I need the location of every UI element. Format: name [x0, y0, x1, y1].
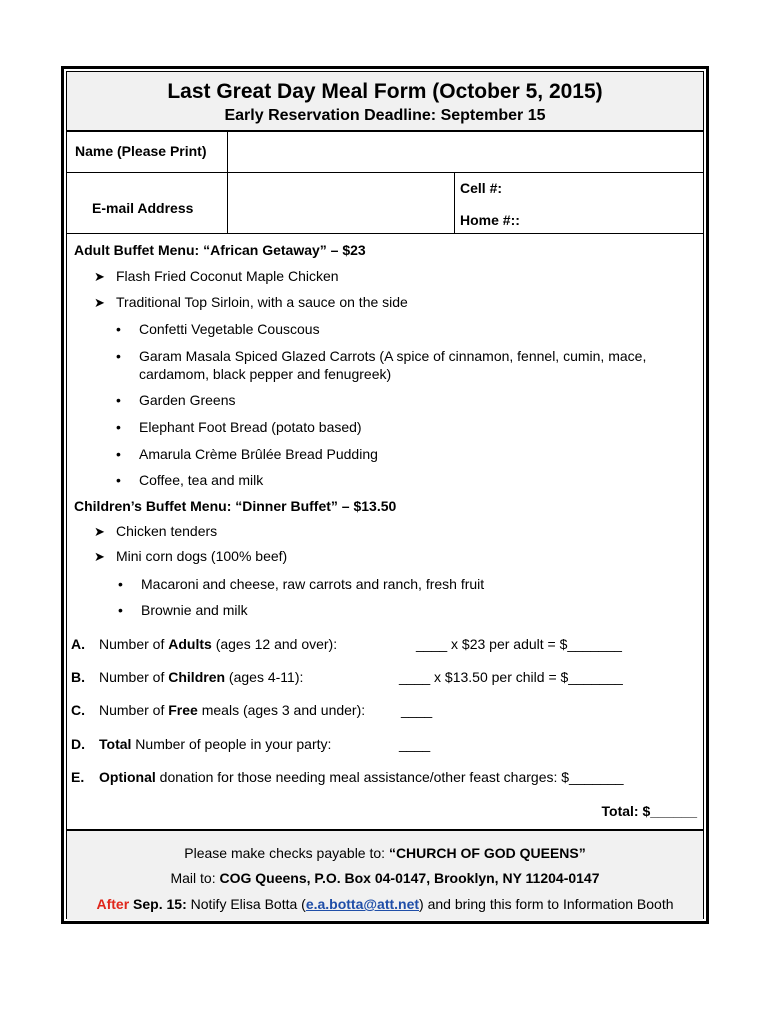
form-header [67, 72, 703, 132]
checks-line [67, 845, 703, 861]
question-a-bold: Adults [168, 636, 212, 652]
adult-entree-2: Traditional Top Sirloin, with a sauce on the side [116, 294, 408, 310]
question-c-letter: C. [71, 702, 85, 718]
adult-side-5: Amarula Crème Brûlée Bread Pudding [139, 446, 378, 462]
mail-line [67, 870, 703, 886]
question-e-bold: Optional [99, 769, 156, 785]
meal-form [61, 66, 709, 924]
adult-menu-heading: Adult Buffet Menu: “African Getaway” – $23 [74, 242, 366, 258]
child-entree-2: Mini corn dogs (100% beef) [116, 548, 288, 564]
email-label: E-mail Address [92, 200, 194, 216]
bullet-dot-icon: • [116, 472, 121, 488]
question-a-calc[interactable]: ____ x $23 per adult = $_______ [416, 636, 622, 652]
bullet-dot-icon: • [116, 348, 121, 364]
question-b-post: (ages 4-11): [225, 669, 304, 685]
notify-line [67, 896, 703, 912]
question-c-calc[interactable]: ____ [401, 702, 433, 718]
name-label-cell [67, 130, 228, 172]
notify-pre: Notify Elisa Botta ( [186, 896, 306, 912]
name-label: Name (Please Print) [75, 143, 207, 159]
adult-side-2: Garam Masala Spiced Glazed Carrots (A spice of cinnamon, fennel, cumin, mace, [139, 348, 647, 364]
checks-payee: “CHURCH OF GOD QUEENS” [388, 845, 586, 861]
question-a-pre: Number of [99, 636, 169, 652]
bullet-dot-icon: • [116, 392, 121, 408]
question-a [71, 636, 338, 652]
question-d-post: Number of people in your party: [131, 736, 332, 752]
cell-phone-label[interactable]: Cell #: [460, 180, 503, 196]
child-side-2: Brownie and milk [141, 602, 248, 618]
arrow-bullet-icon: ➤ [94, 524, 105, 539]
adult-entree-1: Flash Fried Coconut Maple Chicken [116, 268, 339, 284]
name-input-cell[interactable] [228, 130, 703, 172]
notify-post: ) and bring this form to Information Booth [419, 896, 674, 912]
question-c [71, 702, 366, 718]
adult-side-6: Coffee, tea and milk [139, 472, 264, 488]
home-phone-label[interactable]: Home #:: [460, 212, 520, 228]
question-d-bold: Total [99, 736, 132, 752]
form-subtitle: Early Reservation Deadline: September 15 [224, 107, 546, 124]
bullet-dot-icon: • [116, 321, 121, 337]
question-b-letter: B. [71, 669, 85, 685]
question-c-bold: Free [168, 702, 198, 718]
checks-pre: Please make checks payable to: [184, 845, 389, 861]
question-e [71, 769, 624, 785]
total-line[interactable]: Total: $______ [601, 803, 697, 819]
mail-pre: Mail to: [170, 870, 220, 886]
question-b [71, 669, 304, 685]
question-d [71, 736, 332, 752]
email-label-cell [67, 173, 228, 233]
question-c-post: meals (ages 3 and under): [197, 702, 366, 718]
question-b-calc[interactable]: ____ x $13.50 per child = $_______ [399, 669, 623, 685]
question-d-letter: D. [71, 736, 85, 752]
contact-row [67, 173, 703, 234]
after-date: Sep. 15: [129, 896, 187, 912]
adult-side-2-cont: cardamom, black pepper and fenugreek) [139, 366, 392, 382]
contact-email-link[interactable]: e.a.botta@att.net [305, 896, 420, 912]
form-footer [67, 829, 703, 920]
bullet-dot-icon: • [118, 602, 123, 618]
mail-address: COG Queens, P.O. Box 04-0147, Brooklyn, NY 11204-0147 [219, 870, 600, 886]
arrow-bullet-icon: ➤ [94, 295, 105, 310]
question-e-letter: E. [71, 769, 85, 785]
form-title: Last Great Day Meal Form (October 5, 2015) [167, 80, 603, 103]
bullet-dot-icon: • [116, 446, 121, 462]
child-menu-heading: Children’s Buffet Menu: “Dinner Buffet” – $13.50 [74, 498, 397, 514]
question-d-calc[interactable]: ____ [399, 736, 431, 752]
bullet-dot-icon: • [116, 419, 121, 435]
question-a-letter: A. [71, 636, 85, 652]
question-e-post[interactable]: donation for those needing meal assistance/other feast charges: $_______ [155, 769, 624, 785]
adult-side-3: Garden Greens [139, 392, 236, 408]
arrow-bullet-icon: ➤ [94, 269, 105, 284]
phone-cell-divider [454, 173, 455, 233]
child-side-1: Macaroni and cheese, raw carrots and ranch, fresh fruit [141, 576, 485, 592]
question-c-pre: Number of [99, 702, 169, 718]
child-entree-1: Chicken tenders [116, 523, 218, 539]
after-label: After [96, 896, 130, 912]
arrow-bullet-icon: ➤ [94, 549, 105, 564]
bullet-dot-icon: • [118, 576, 123, 592]
adult-side-1: Confetti Vegetable Couscous [139, 321, 320, 337]
question-b-pre: Number of [99, 669, 169, 685]
email-input-cell[interactable] [228, 173, 454, 233]
question-b-bold: Children [168, 669, 226, 685]
adult-side-4: Elephant Foot Bread (potato based) [139, 419, 362, 435]
question-a-post: (ages 12 and over): [211, 636, 338, 652]
name-row [67, 130, 703, 173]
